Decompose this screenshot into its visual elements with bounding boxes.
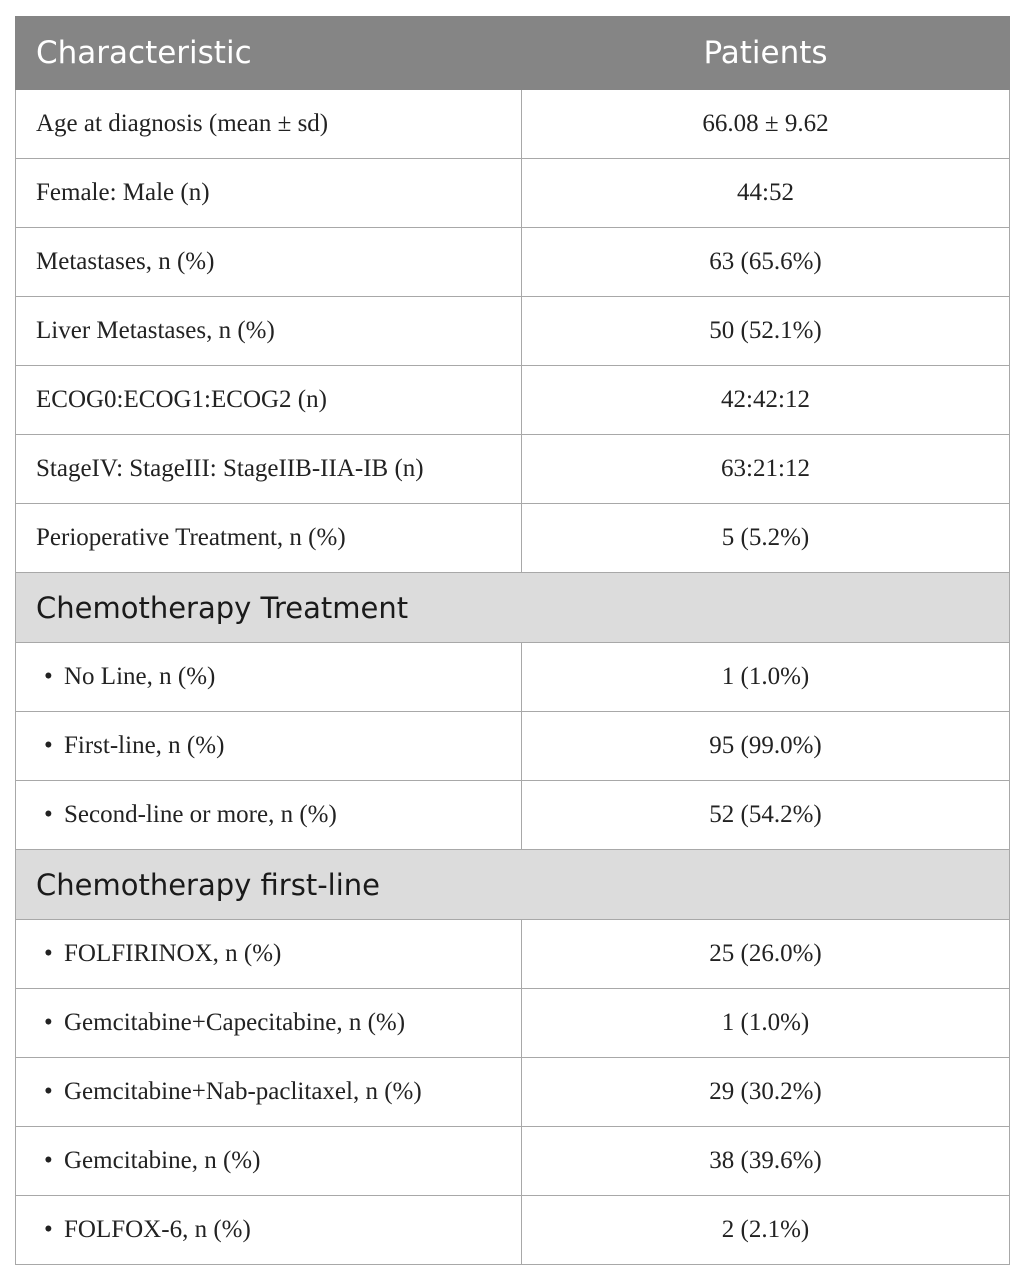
table-row: [16, 989, 1010, 1058]
row-label-text: FOLFIRINOX, n (%): [64, 940, 282, 967]
bullet-icon: •: [44, 940, 53, 967]
row-characteristic: Age at diagnosis (mean ± sd): [16, 90, 522, 159]
row-characteristic: Perioperative Treatment, n (%): [16, 504, 522, 573]
row-patients-value: 2 (2.1%): [522, 1196, 1010, 1265]
table-row: [16, 228, 1010, 297]
bullet-icon: •: [44, 1009, 53, 1036]
table-row: [16, 781, 1010, 850]
row-characteristic: StageIV: StageIII: StageIIB-IIA-IB (n): [16, 435, 522, 504]
table-row: [16, 297, 1010, 366]
row-characteristic: [16, 920, 522, 989]
row-label-text: Gemcitabine+Nab-paclitaxel, n (%): [64, 1078, 422, 1105]
table-row: [16, 435, 1010, 504]
row-patients-value: 42:42:12: [522, 366, 1010, 435]
row-characteristic: Female: Male (n): [16, 159, 522, 228]
row-patients-value: 63:21:12: [522, 435, 1010, 504]
table-row: [16, 504, 1010, 573]
row-label-text: Gemcitabine, n (%): [64, 1147, 261, 1174]
row-characteristic: Liver Metastases, n (%): [16, 297, 522, 366]
bullet-icon: •: [44, 1078, 53, 1105]
table-row: [16, 643, 1010, 712]
row-characteristic: [16, 643, 522, 712]
row-patients-value: 38 (39.6%): [522, 1127, 1010, 1196]
row-characteristic: [16, 989, 522, 1058]
table-row: [16, 366, 1010, 435]
row-characteristic: [16, 1127, 522, 1196]
row-patients-value: 50 (52.1%): [522, 297, 1010, 366]
section-header-row: [16, 850, 1010, 920]
table-row: [16, 1196, 1010, 1265]
row-label-text: Gemcitabine+Capecitabine, n (%): [64, 1009, 406, 1036]
row-characteristic: [16, 781, 522, 850]
section-title: Chemotherapy Treatment: [16, 573, 1010, 643]
section-header-row: [16, 573, 1010, 643]
row-label-text: No Line, n (%): [64, 663, 216, 690]
table-row: [16, 159, 1010, 228]
row-patients-value: 63 (65.6%): [522, 228, 1010, 297]
table-row: [16, 1058, 1010, 1127]
bullet-icon: •: [44, 663, 53, 690]
table-body: [16, 90, 1010, 1265]
row-characteristic: [16, 1058, 522, 1127]
table-row: [16, 920, 1010, 989]
row-patients-value: 25 (26.0%): [522, 920, 1010, 989]
row-label-text: FOLFOX-6, n (%): [64, 1216, 251, 1243]
table-header-row: [16, 17, 1010, 90]
header-patients: Patients: [522, 17, 1010, 90]
bullet-icon: •: [44, 732, 53, 759]
row-characteristic: [16, 1196, 522, 1265]
bullet-icon: •: [44, 801, 53, 828]
bullet-icon: •: [44, 1216, 53, 1243]
row-patients-value: 95 (99.0%): [522, 712, 1010, 781]
row-patients-value: 29 (30.2%): [522, 1058, 1010, 1127]
row-label-text: First-line, n (%): [64, 732, 225, 759]
row-characteristic: [16, 712, 522, 781]
row-patients-value: 1 (1.0%): [522, 643, 1010, 712]
row-characteristic: ECOG0:ECOG1:ECOG2 (n): [16, 366, 522, 435]
section-title: Chemotherapy first-line: [16, 850, 1010, 920]
characteristics-table-container: [15, 16, 1009, 1265]
row-characteristic: Metastases, n (%): [16, 228, 522, 297]
patient-characteristics-table: [15, 16, 1010, 1265]
table-row: [16, 1127, 1010, 1196]
bullet-icon: •: [44, 1147, 53, 1174]
header-characteristic: Characteristic: [16, 17, 522, 90]
row-patients-value: 52 (54.2%): [522, 781, 1010, 850]
row-patients-value: 44:52: [522, 159, 1010, 228]
row-patients-value: 5 (5.2%): [522, 504, 1010, 573]
table-row: [16, 712, 1010, 781]
table-row: [16, 90, 1010, 159]
row-label-text: Second-line or more, n (%): [64, 801, 337, 828]
row-patients-value: 1 (1.0%): [522, 989, 1010, 1058]
row-patients-value: 66.08 ± 9.62: [522, 90, 1010, 159]
